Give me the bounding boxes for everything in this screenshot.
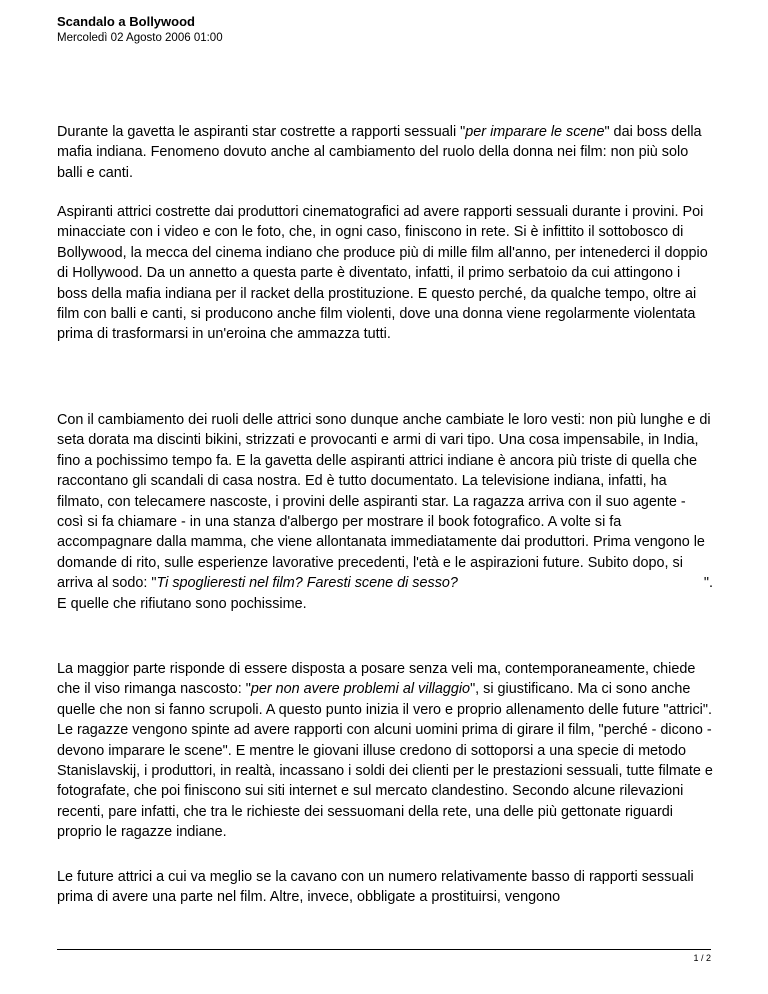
article-title: Scandalo a Bollywood (57, 14, 195, 29)
body-paragraph-2: Aspiranti attrici costrette dai produttori cinematografici ad avere rapporti sessuali durante i provini. Poi minacciate con i video e con le foto, che, in ogni caso, finiscono in rete. Si è infittito il sottobosco di Bollywood, la mecca del cinema indiano che produce più di mille film all'anno, per intenederci il doppio di Hollywood. Da un annetto a questa parte è diventato, infatti, il primo serbatoio da cui attingono i boss della mafia indiana per il racket della prostituzione. E questo perché, da qualche tempo, oltre ai film con balli e canti, si producono anche film violenti, dove una donna viene regolarmente violentata prima di trasformarsi in un'eroina che ammazza tutti. (57, 204, 708, 343)
body-paragraph-3 (57, 410, 713, 614)
paragraph-4-text: La maggior parte risponde di essere disposta a posare senza veli ma, contemporaneamente, chiede che il viso rimanga nascosto: " (57, 661, 696, 698)
paragraph-3-last-line: E quelle che rifiutano sono pochissime. (57, 595, 307, 612)
intro-text-end: " dai boss della mafia indiana. Fenomeno dovuto anche al cambiamento del ruolo della donna nei film: non più solo balli e canti. (57, 124, 702, 181)
paragraph-3-quote: Ti spoglieresti nel film? Faresti scene di sesso? (156, 575, 458, 592)
body-paragraph-4 (57, 659, 713, 843)
intro-text: Durante la gavetta le aspiranti star costrette a rapporti sessuali " (57, 124, 466, 140)
paragraph-4-quote: per non avere problemi al villaggio (250, 681, 471, 698)
intro-quote: per imparare le scene (465, 124, 605, 140)
paragraph-3-text: Con il cambiamento dei ruoli delle attrici sono dunque anche cambiate le loro vesti: non più lunghe e di seta dorata ma discinti bikini, strizzati e provocanti e armi di vari tipo. Una cosa impensabile, in India, fino a pochissimo tempo fa. E la gavetta delle aspiranti attrici indiane è ancora più triste di quella che raccontano gli scandali di casa nostra. Ed è tutto documentato. La televisione indiana, infatti, ha filmato, con telecamere nascoste, i provini delle aspiranti star. La ragazza arriva con il suo agente - così si fa chiamare - in una stanza d'albergo per mostrare il book fotografico. A volte si fa accompagnare dalla mamma, che viene allontanata immediatamente dai produttori. Prima vengono le domande di rito, sulle esperienze lavorative precedenti, l'età e le aspirazioni future. Subito dopo, si arriva al sodo: " (57, 412, 711, 592)
article-header (57, 14, 223, 46)
intro-paragraph (57, 122, 713, 183)
footer-divider (57, 949, 711, 950)
page-number: 1 / 2 (693, 953, 711, 963)
paragraph-3-quote-close: ". (703, 575, 713, 592)
paragraph-4-text-end: ", si giustificano. Ma ci sono anche quelle che non si fanno scrupoli. A questo punto inizia il vero e proprio allenamento delle future "attrici". Le ragazze vengono spinte ad avere rapporti con alcuni uomini prima di girare il film, "perché - dicono - devono imparare le scene". E mentre le giovani illuse credono di sottoporsi a una specie di metodo Stanislavskij, i produttori, in realtà, incassano i soldi dei clienti per le prestazioni sessuali, tutte filmate e fotografate, che poi finiscono sui siti internet e sul mercato clandestino. Secondo alcune rilevazioni recenti, pare infatti, che tra le richieste dei sessuomani della rete, una delle più gettonate riguardi proprio le ragazze indiane. (57, 681, 713, 841)
body-paragraph-5: Le future attrici a cui va meglio se la cavano con un numero relativamente basso di rapporti sessuali prima di avere una parte nel film. Altre, invece, obbligate a prostituirsi, vengono (57, 869, 694, 906)
article-date: Mercoledì 02 Agosto 2006 01:00 (57, 32, 223, 44)
